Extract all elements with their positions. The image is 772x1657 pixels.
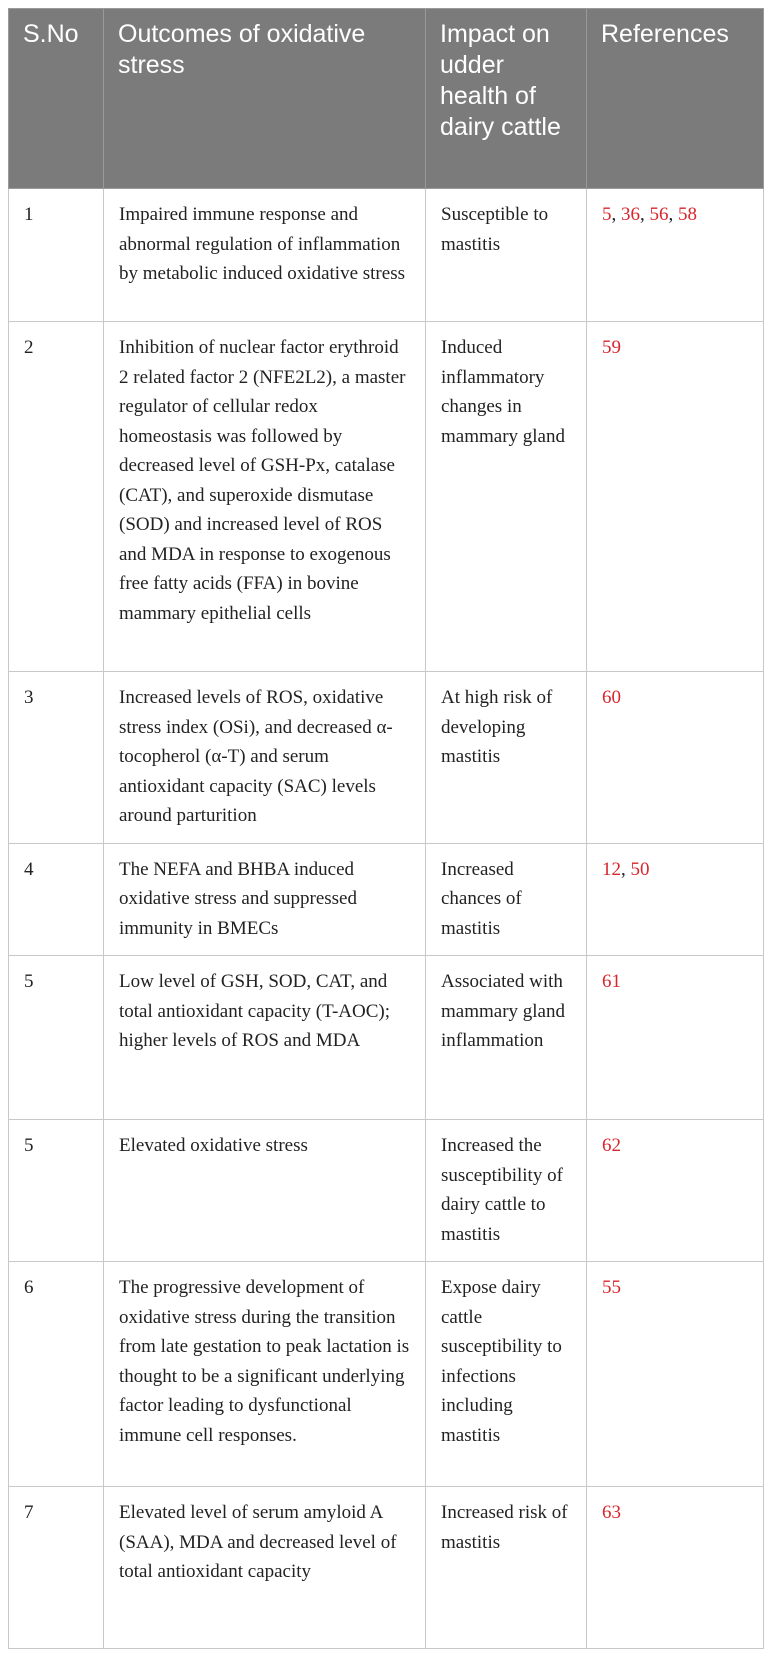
cell-references: 5, 36, 56, 58 [587, 189, 764, 322]
cell-references [587, 1487, 764, 1649]
header-references: References [587, 9, 764, 189]
reference-link[interactable]: 55 [602, 1277, 621, 1298]
reference-link[interactable]: 5 [602, 204, 612, 225]
table-row [9, 189, 764, 322]
reference-link[interactable]: 50 [630, 858, 650, 880]
cell-sno: 7 [9, 1487, 104, 1649]
reference-link[interactable]: 63 [602, 1502, 621, 1523]
reference-link[interactable]: 36 [621, 204, 640, 225]
cell-references [587, 322, 764, 672]
cell-impact: Increased risk of mastitis [426, 1487, 587, 1649]
oxidative-stress-table [8, 8, 764, 1649]
table-row [9, 322, 764, 672]
cell-impact: Susceptible to mastitis [426, 189, 587, 322]
table-row [9, 1120, 764, 1262]
reference-link[interactable]: 58 [678, 204, 697, 225]
cell-impact: Increased the susceptibility of dairy cattle to mastitis [426, 1120, 587, 1262]
cell-outcome: Low level of GSH, SOD, CAT, and total antioxidant capacity (T-AOC); higher levels of ROS and MDA [104, 956, 426, 1120]
table-row [9, 956, 764, 1120]
reference-link[interactable]: 56 [649, 204, 669, 225]
reference-link[interactable]: 59 [602, 337, 621, 358]
cell-sno: 5 [9, 956, 104, 1120]
cell-outcome: The progressive development of oxidative stress during the transition from late gestation to peak lactation is thought to be a significant underlying factor leading to dysfunctional immune cell responses. [104, 1262, 426, 1487]
cell-outcome: Inhibition of nuclear factor erythroid 2 related factor 2 (NFE2L2), a master regulator of cellular redox homeostasis was followed by decreased level of GSH-Px, catalase (CAT), and superoxide dismutase (SOD) and increased level of ROS and MDA in response to exogenous free fatty acids (FFA) in bovine mammary epithelial cells [104, 322, 426, 672]
cell-outcome: Elevated level of serum amyloid A (SAA), MDA and decreased level of total antioxidant capacity [104, 1487, 426, 1649]
reference-link[interactable]: 12 [602, 858, 621, 880]
reference-link[interactable]: 61 [602, 971, 621, 992]
cell-impact: At high risk of developing mastitis [426, 672, 587, 844]
cell-impact: Increased chances of mastitis [426, 843, 587, 956]
table-row [9, 1487, 764, 1649]
cell-sno: 4 [9, 843, 104, 956]
table-row [9, 843, 764, 956]
cell-impact: Associated with mammary gland inflammation [426, 956, 587, 1120]
header-outcomes: Outcomes of oxidative stress [104, 9, 426, 189]
cell-impact: Induced inflammatory changes in mammary gland [426, 322, 587, 672]
cell-sno: 2 [9, 322, 104, 672]
cell-outcome: Impaired immune response and abnormal regulation of inflammation by metabolic induced oxidative stress [104, 189, 426, 322]
cell-sno: 5 [9, 1120, 104, 1262]
cell-outcome: The NEFA and BHBA induced oxidative stress and suppressed immunity in BMECs [104, 843, 426, 956]
cell-sno: 1 [9, 189, 104, 322]
table-row [9, 1262, 764, 1487]
reference-link[interactable]: 60 [602, 687, 621, 708]
cell-references [587, 1120, 764, 1262]
cell-references [587, 672, 764, 844]
cell-outcome: Elevated oxidative stress [104, 1120, 426, 1262]
cell-impact: Expose dairy cattle susceptibility to infections including mastitis [426, 1262, 587, 1487]
cell-sno: 3 [9, 672, 104, 844]
cell-sno: 6 [9, 1262, 104, 1487]
cell-references [587, 956, 764, 1120]
cell-references [587, 1262, 764, 1487]
table-row [9, 672, 764, 844]
reference-link[interactable]: 62 [602, 1135, 621, 1156]
cell-references: 12, 50 [587, 843, 764, 956]
cell-outcome: Increased levels of ROS, oxidative stress index (OSi), and decreased α-tocopherol (α-T) and serum antioxidant capacity (SAC) levels around parturition [104, 672, 426, 844]
header-impact: Impact on udder health of dairy cattle [426, 9, 587, 189]
header-sno: S.No [9, 9, 104, 189]
header-row [9, 9, 764, 189]
